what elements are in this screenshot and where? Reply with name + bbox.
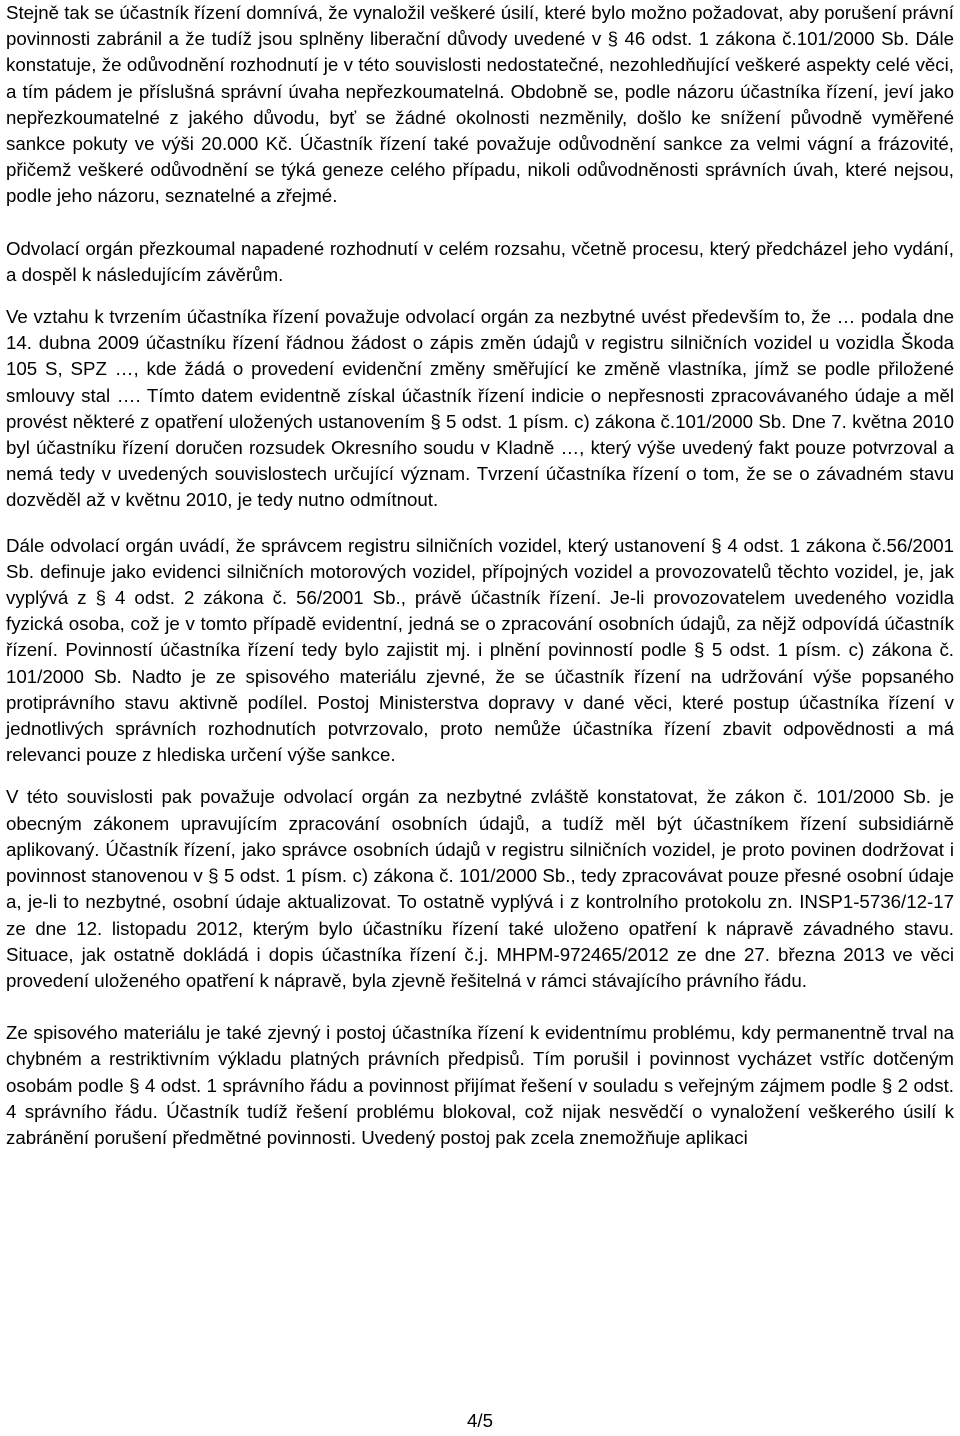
paragraph-6: Ze spisového materiálu je také zjevný i postoj účastníka řízení k evidentnímu problému, kdy permanentně trval na chybném a restriktivním výkladu platných právních předpisů. Tím porušil i povinnost vycházet vstříc dotčeným osobám podle § 4 odst. 1 správního řádu a povinnost přijímat řešení v souladu s veřejným zájmem podle § 2 odst. 4 správního řádu. Účastník tudíž řešení problému blokoval, což nijak nesvědčí o vynaložení veškerého úsilí k zabránění porušení předmětné povinnosti. Uvedený postoj pak zcela znemožňuje aplikaci bbox=[6, 1022, 954, 1148]
paragraph-3: Ve vztahu k tvrzením účastníka řízení považuje odvolací orgán za nezbytné uvést především to, že … podala dne 14. dubna 2009 účastníku řízení řádnou žádost o zápis změn údajů v registru silničních vozidel u vozidla Škoda 105 S, SPZ …, kde žádá o provedení evidenční změny směřující ke změně vlastníka, jímž se podle přiložené smlouvy stal …. Tímto datem evidentně získal účastník řízení indicie o nepřesnosti zpracovávaného údaje a měl provést některé z opatření uložených ustanovením § 5 odst. 1 písm. c) zákona č.101/2000 Sb. Dne 7. května 2010 byl účastníku řízení doručen rozsudek Okresního soudu v Kladně …, který výše uvedený fakt pouze potvrzoval a nemá tedy v uvedených souvislostech určující význam. Tvrzení účastníka řízení o tom, že se o závadném stavu dozvěděl až v květnu 2010, je tedy nutno odmítnout. bbox=[6, 306, 954, 511]
page-number: 4/5 bbox=[467, 1410, 493, 1431]
paragraph-2: Odvolací orgán přezkoumal napadené rozhodnutí v celém rozsahu, včetně procesu, který předcházel jeho vydání, a dospěl k následujícím závěrům. bbox=[6, 237, 954, 285]
document-page bbox=[6, 0, 954, 1151]
paragraph-5: V této souvislosti pak považuje odvolací orgán za nezbytné zvláště konstatovat, že zákon č. 101/2000 Sb. je obecným zákonem upravujícím zpracování osobních údajů, a tudíž měl být účastníkem řízení subsidiárně aplikovaný. Účastník řízení, jako správce osobních údajů v registru silničních vozidel, je proto povinen dodržovat i povinnost stanovenou v § 5 odst. 1 písm. c) zákona č. 101/2000 Sb., tedy zpracovávat pouze přesné osobní údaje a, je-li to nezbytné, osobní údaje aktualizovat. To ostatně vyplývá i z kontrolního protokolu zn. INSP1-5736/12-17 ze dne 12. listopadu 2012, kterým bylo účastníku řízení také uloženo opatření k nápravě závadného stavu. Situace, jak ostatně dokládá i dopis účastníka řízení č.j. MHPM-972465/2012 ze dne 27. března 2013 ve věci provedení uloženého opatření k nápravě, byla zjevně řešitelná v rámci stávajícího právního řádu. bbox=[6, 786, 954, 991]
paragraph-1: Stejně tak se účastník řízení domnívá, že vynaložil veškeré úsilí, které bylo možno požadovat, aby porušení právní povinnosti zabránil a že tudíž jsou splněny liberační důvody uvedené v § 46 odst. 1 zákona č.101/2000 Sb. Dále konstatuje, že odůvodnění rozhodnutí je v této souvislosti nedostatečné, nezohledňující veškeré aspekty celé věci, a tím pádem je příslušná správní úvaha nepřezkoumatelná. Obdobně se, podle názoru účastníka řízení, jeví jako nepřezkoumatelné z jakého důvodu, byť se žádné okolnosti nezměnily, došlo ke snížení původně vyměřené sankce pokuty ve výši 20.000 Kč. Účastník řízení také považuje odůvodnění sankce za velmi vágní a frázovité, přičemž veškeré odůvodnění se týká geneze celého případu, nikoli odůvodněnosti správních úvah, které nejsou, podle jeho názoru, seznatelné a zřejmé. bbox=[6, 2, 954, 207]
paragraph-4: Dále odvolací orgán uvádí, že správcem registru silničních vozidel, který ustanovení § 4 odst. 1 zákona č.56/2001 Sb. definuje jako evidenci silničních motorových vozidel, přípojných vozidel a provozovatelů těchto vozidel, je, jak vyplývá z § 4 odst. 2 zákona č. 56/2001 Sb., právě účastník řízení. Je-li provozovatelem uvedeného vozidla fyzická osoba, což je v tomto případě evidentní, jedná se o zpracování osobních údajů, za nějž odpovídá účastník řízení. Povinností účastníka řízení tedy bylo zajistit mj. i plnění povinností podle § 5 odst. 1 písm. c) zákona č. 101/2000 Sb. Nadto je ze spisového materiálu zjevné, že se účastník řízení na udržování výše popsaného protiprávního stavu aktivně podílel. Postoj Ministerstva dopravy v dané věci, které postup účastníka řízení v jednotlivých správních rozhodnutích potvrzovalo, proto nemůže účastníka řízení zbavit odpovědnosti a má relevanci pouze z hlediska určení výše sankce. bbox=[6, 534, 954, 766]
